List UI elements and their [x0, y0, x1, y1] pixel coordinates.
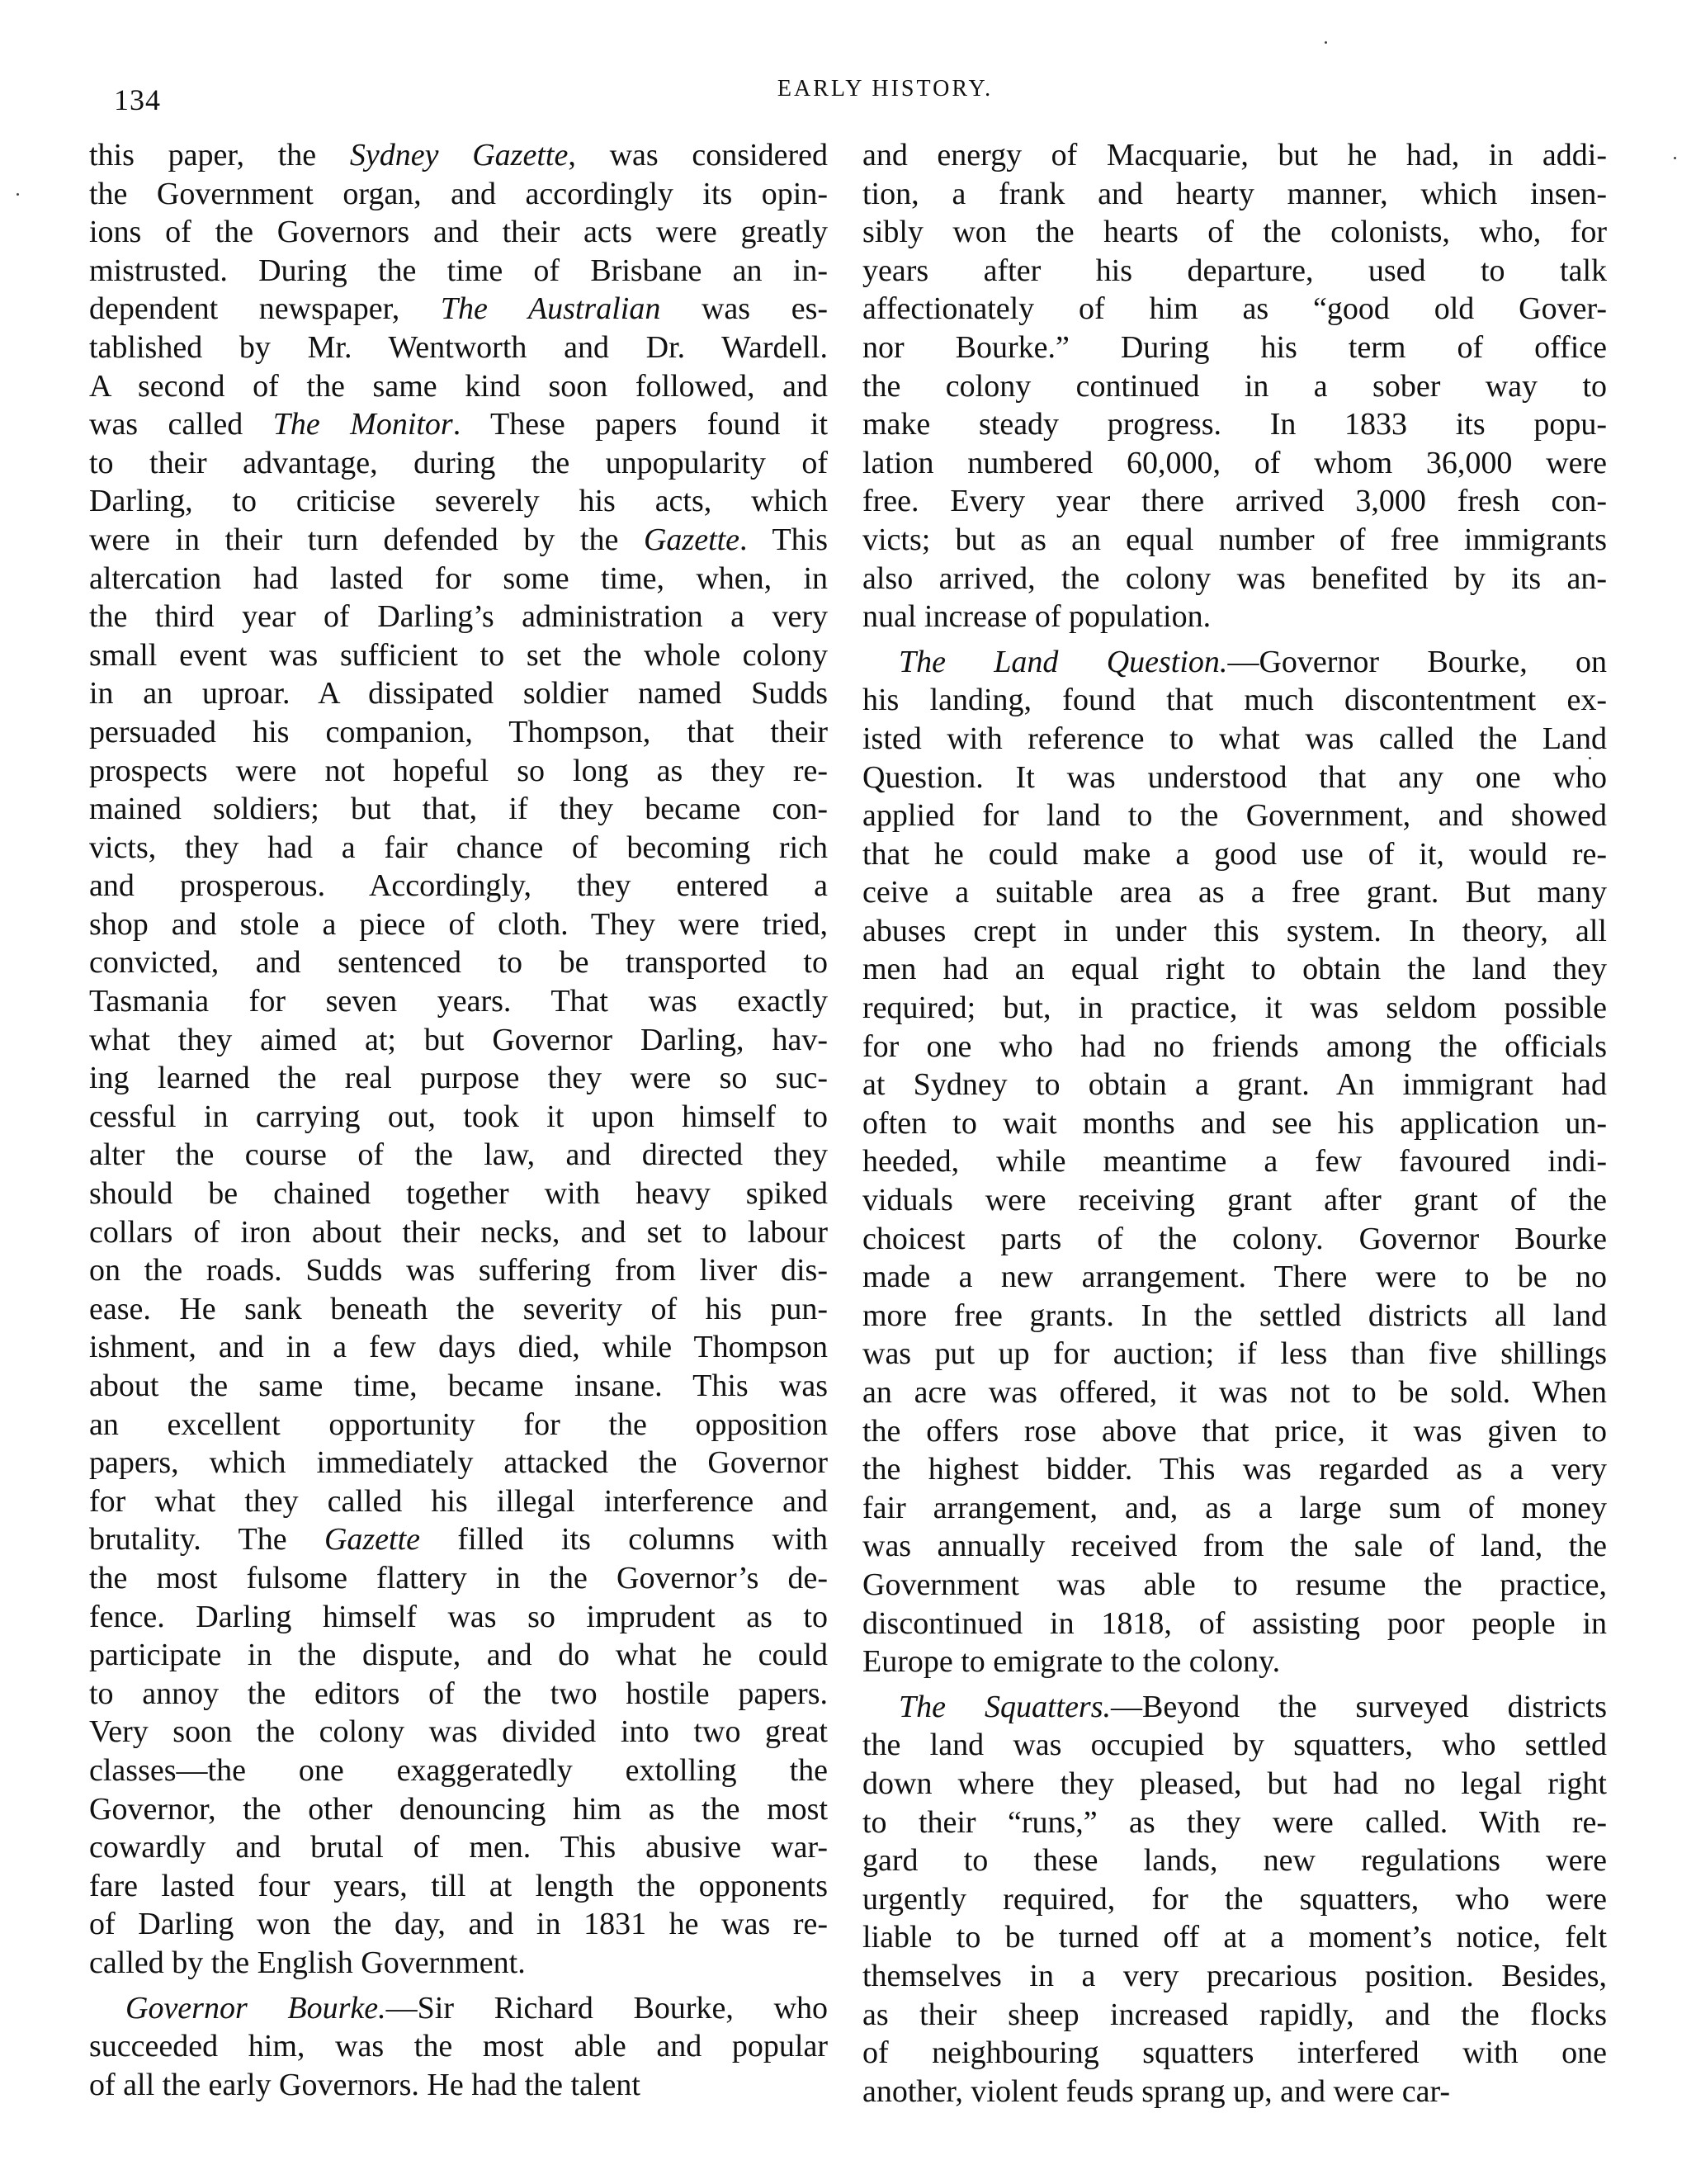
- text-run: liable to be turned off at a moment’s notice, felt: [862, 1920, 1607, 1955]
- italic-run: Governor Bourke.: [125, 1990, 386, 2026]
- text-run: what they aimed at; but Governor Darling, hav-: [89, 1022, 828, 1057]
- text-run: —Beyond the surveyed districts: [1111, 1689, 1608, 1724]
- text-run: the most fulsome flattery in the Governor’s de-: [89, 1560, 828, 1595]
- text-run: Question. It was understood that any one who: [862, 759, 1607, 795]
- text-line: [862, 1527, 1607, 1566]
- page-number: 134: [114, 83, 161, 116]
- text-line: [862, 1450, 1607, 1489]
- text-run: as their sheep increased rapidly, and the flocks: [862, 1997, 1607, 2032]
- text-run: to their advantage, during the unpopularity of: [89, 445, 828, 480]
- text-run: the colony continued in a sober way to: [862, 368, 1607, 404]
- text-line: [862, 1726, 1607, 1765]
- text-run: of all the early Governors. He had the talent: [89, 2067, 640, 2102]
- text-run: the highest bidder. This was regarded as a very: [862, 1452, 1607, 1487]
- text-line: [89, 2066, 828, 2105]
- text-line: [89, 1751, 828, 1790]
- scan-speck: [17, 193, 19, 196]
- text-run: at Sydney to obtain a grant. An immigrant had: [862, 1067, 1607, 1103]
- text-line: [89, 752, 828, 791]
- text-run: often to wait months and see his application un-: [862, 1105, 1607, 1141]
- text-line: [89, 1828, 828, 1867]
- text-run: mained soldiers; but that, if they became con-: [89, 792, 828, 827]
- text-line: [89, 252, 828, 291]
- text-line: [862, 1880, 1607, 1919]
- text-line: [862, 1489, 1607, 1528]
- text-line: [89, 405, 828, 444]
- text-line: [89, 521, 828, 560]
- text-line: [89, 482, 828, 521]
- text-run: for one who had no friends among the officials: [862, 1028, 1607, 1064]
- text-run: was put up for auction; if less than five shillings: [862, 1336, 1607, 1372]
- text-run: called by the English Government.: [89, 1945, 526, 1980]
- right-column: [862, 136, 1607, 2111]
- text-line: [89, 1636, 828, 1675]
- text-line: [89, 1989, 828, 2028]
- text-line: [862, 681, 1607, 720]
- text-run: made a new arrangement. There were to be no: [862, 1260, 1607, 1295]
- paragraph-gap: [89, 1983, 828, 1989]
- text-line: [89, 1444, 828, 1482]
- text-run: to their “runs,” as they were called. With re-: [862, 1804, 1607, 1840]
- text-line: [89, 367, 828, 406]
- text-line: [862, 290, 1607, 329]
- text-run: an excellent opportunity for the opposition: [89, 1406, 828, 1442]
- text-run: another, violent feuds sprang up, and were car-: [862, 2073, 1451, 2109]
- text-run: that he could make a good use of it, would re-: [862, 836, 1607, 872]
- text-run: collars of iron about their necks, and set to labour: [89, 1214, 828, 1250]
- text-line: [862, 560, 1607, 598]
- text-run: choicest parts of the colony. Governor Bourke: [862, 1221, 1607, 1256]
- text-run: more free grants. In the settled districts all land: [862, 1298, 1607, 1333]
- text-line: [862, 1803, 1607, 1842]
- text-line: [862, 521, 1607, 560]
- text-run: his landing, found that much discontentment ex-: [862, 683, 1607, 718]
- text-line: [89, 1790, 828, 1829]
- text-run: convicted, and sentenced to be transported to: [89, 945, 828, 981]
- text-run: years after his departure, used to talk: [862, 253, 1607, 288]
- text-run: small event was sufficient to set the whole colony: [89, 637, 828, 673]
- text-line: [89, 1944, 828, 1983]
- text-run: succeeded him, was the most able and popular: [89, 2029, 828, 2064]
- text-line: [89, 713, 828, 752]
- italic-run: The Squatters.: [899, 1689, 1112, 1724]
- text-run: . This: [739, 522, 828, 557]
- paragraph: [862, 643, 1607, 1681]
- text-run: brutality. The: [89, 1522, 324, 1558]
- text-line: [89, 982, 828, 1021]
- text-run: fence. Darling himself was so imprudent as to: [89, 1599, 828, 1634]
- italic-run: Gazette: [643, 522, 740, 557]
- text-line: [862, 1258, 1607, 1297]
- text-line: [89, 1482, 828, 1521]
- text-run: also arrived, the colony was benefited by its an-: [862, 560, 1607, 596]
- text-run: ions of the Governors and their acts were greatly: [89, 215, 828, 250]
- text-run: free. Every year there arrived 3,000 fresh con-: [862, 484, 1607, 519]
- text-run: , was considered: [568, 138, 828, 173]
- text-run: tion, a frank and hearty manner, which insen-: [862, 176, 1607, 211]
- text-line: [89, 329, 828, 367]
- text-run: fair arrangement, and, as a large sum of money: [862, 1490, 1607, 1525]
- text-line: [862, 759, 1607, 797]
- text-line: [862, 444, 1607, 483]
- text-run: gard to these lands, new regulations were: [862, 1843, 1607, 1879]
- text-run: classes—the one exaggeratedly extolling the: [89, 1752, 828, 1788]
- text-line: [89, 136, 828, 175]
- text-run: victs; but as an equal number of free immigrants: [862, 522, 1607, 557]
- text-run: cessful in carrying out, took it upon himself to: [89, 1099, 828, 1134]
- paragraph-gap: [862, 636, 1607, 643]
- text-run: Darling, to criticise severely his acts, which: [89, 484, 828, 519]
- text-line: [862, 252, 1607, 291]
- text-line: [862, 598, 1607, 636]
- text-line: [89, 1328, 828, 1367]
- text-line: [862, 367, 1607, 406]
- text-run: filled its columns with: [420, 1522, 828, 1558]
- text-run: applied for land to the Government, and showed: [862, 798, 1607, 834]
- text-run: required; but, in practice, it was seldom possible: [862, 990, 1607, 1026]
- text-line: [89, 598, 828, 636]
- italic-run: Gazette: [324, 1522, 421, 1558]
- text-run: Europe to emigrate to the colony.: [862, 1644, 1281, 1680]
- text-run: on the roads. Sudds was suffering from liver dis-: [89, 1253, 828, 1288]
- text-run: were in their turn defended by the: [89, 522, 644, 557]
- text-line: [862, 329, 1607, 367]
- text-run: ease. He sank beneath the severity of his pun-: [89, 1291, 828, 1326]
- text-line: [862, 175, 1607, 214]
- text-line: [862, 1412, 1607, 1451]
- text-line: [862, 1335, 1607, 1373]
- text-line: [862, 1643, 1607, 1681]
- italic-run: Sydney Gazette: [349, 138, 569, 173]
- text-run: lation numbered 60,000, of whom 36,000 were: [862, 445, 1607, 480]
- text-run: of Darling won the day, and in 1831 he was re-: [89, 1907, 828, 1942]
- text-run: the Government organ, and accordingly its opin-: [89, 176, 828, 211]
- text-line: [89, 444, 828, 483]
- text-line: [862, 136, 1607, 175]
- text-run: ing learned the real purpose they were so suc-: [89, 1061, 828, 1096]
- text-line: [89, 1251, 828, 1290]
- text-run: papers, which immediately attacked the Governor: [89, 1445, 828, 1481]
- text-line: [862, 873, 1607, 912]
- text-run: Government was able to resume the practice,: [862, 1567, 1607, 1602]
- text-line: [862, 720, 1607, 759]
- text-run: should be chained together with heavy spiked: [89, 1176, 828, 1212]
- text-line: [89, 1905, 828, 1944]
- left-column: [89, 136, 828, 2104]
- paragraph: [89, 136, 828, 1983]
- text-run: —Sir Richard Bourke, who: [385, 1990, 828, 2026]
- text-run: the land was occupied by squatters, who settled: [862, 1728, 1607, 1763]
- text-line: [862, 1996, 1607, 2035]
- text-run: nor Bourke.” During his term of office: [862, 329, 1607, 365]
- scan-speck: [1674, 157, 1676, 159]
- text-run: was es-: [660, 291, 829, 327]
- text-line: [89, 1367, 828, 1406]
- text-line: [89, 1675, 828, 1714]
- text-run: make steady progress. In 1833 its popu-: [862, 407, 1607, 442]
- text-run: —Governor Bourke, on: [1227, 644, 1607, 679]
- text-line: [89, 1867, 828, 1906]
- text-run: ishment, and in a few days died, while Thompson: [89, 1330, 828, 1365]
- text-line: [89, 829, 828, 867]
- text-line: [89, 2027, 828, 2066]
- text-run: A second of the same kind soon followed, and: [89, 368, 828, 404]
- text-line: [89, 1098, 828, 1137]
- text-run: for what they called his illegal interference and: [89, 1483, 828, 1519]
- text-line: [862, 1373, 1607, 1412]
- text-line: [89, 175, 828, 214]
- text-line: [89, 1559, 828, 1598]
- text-line: [862, 912, 1607, 951]
- text-line: [89, 1059, 828, 1098]
- text-run: and energy of Macquarie, but he had, in addi-: [862, 138, 1607, 173]
- text-line: [862, 989, 1607, 1028]
- text-line: [862, 1688, 1607, 1727]
- text-run: Governor, the other denouncing him as the most: [89, 1791, 828, 1827]
- text-line: [862, 2034, 1607, 2073]
- text-line: [862, 213, 1607, 252]
- paragraph: [862, 136, 1607, 636]
- text-run: altercation had lasted for some time, when, in: [89, 560, 828, 596]
- italic-run: The Land Question.: [899, 644, 1228, 679]
- text-run: in an uproar. A dissipated soldier named Sudds: [89, 676, 828, 711]
- text-line: [862, 482, 1607, 521]
- text-line: [89, 290, 828, 329]
- text-line: [89, 1520, 828, 1559]
- text-run: affectionately of him as “good old Gover-: [862, 291, 1607, 327]
- text-run: urgently required, for the squatters, who were: [862, 1881, 1607, 1917]
- text-run: isted with reference to what was called the Land: [862, 721, 1607, 756]
- text-line: [862, 1104, 1607, 1143]
- text-run: nual increase of population.: [862, 599, 1212, 635]
- text-line: [89, 560, 828, 598]
- text-run: Tasmania for seven years. That was exactly: [89, 984, 828, 1019]
- text-line: [862, 2073, 1607, 2111]
- text-line: [862, 1765, 1607, 1803]
- italic-run: The Australian: [440, 291, 661, 327]
- text-line: [89, 1406, 828, 1444]
- text-run: ceive a suitable area as a free grant. But many: [862, 875, 1607, 910]
- text-run: to annoy the editors of the two hostile papers.: [89, 1676, 828, 1711]
- text-line: [862, 950, 1607, 989]
- text-line: [862, 1181, 1607, 1220]
- text-run: sibly won the hearts of the colonists, who, for: [862, 215, 1607, 250]
- text-line: [862, 1841, 1607, 1880]
- text-line: [89, 674, 828, 713]
- text-run: prospects were not hopeful so long as they re-: [89, 753, 828, 788]
- text-run: discontinued in 1818, of assisting poor people in: [862, 1605, 1607, 1641]
- text-run: an acre was offered, it was not to be sold. When: [862, 1375, 1607, 1410]
- text-line: [89, 790, 828, 829]
- text-line: [862, 1957, 1607, 1996]
- text-run: shop and stole a piece of cloth. They were tried,: [89, 906, 828, 942]
- text-line: [89, 636, 828, 675]
- text-line: [862, 405, 1607, 444]
- text-line: [862, 835, 1607, 874]
- text-run: was annually received from the sale of land, the: [862, 1529, 1607, 1564]
- text-run: and prosperous. Accordingly, they entered a: [89, 868, 828, 904]
- text-line: [862, 1142, 1607, 1181]
- italic-run: The Monitor: [272, 407, 453, 442]
- text-run: victs, they had a fair chance of becoming rich: [89, 830, 828, 865]
- text-run: the offers rose above that price, it was given to: [862, 1413, 1607, 1449]
- text-line: [89, 1021, 828, 1060]
- text-run: about the same time, became insane. This was: [89, 1369, 828, 1403]
- text-run: cowardly and brutal of men. This abusive war-: [89, 1830, 828, 1865]
- text-run: fare lasted four years, till at length the opponents: [89, 1868, 828, 1903]
- paragraph-gap: [862, 1681, 1607, 1688]
- scan-speck: [1589, 757, 1591, 759]
- paragraph: [89, 1989, 828, 2105]
- text-line: [89, 1175, 828, 1213]
- text-line: [862, 1220, 1607, 1259]
- text-run: of neighbouring squatters interfered with one: [862, 2035, 1607, 2071]
- text-run: viduals were receiving grant after grant of the: [862, 1183, 1607, 1218]
- text-line: [89, 867, 828, 905]
- text-line: [862, 1297, 1607, 1335]
- text-line: [89, 1598, 828, 1637]
- text-line: [862, 1566, 1607, 1605]
- text-line: [89, 905, 828, 944]
- text-run: the third year of Darling’s administration a very: [89, 599, 828, 635]
- text-run: tablished by Mr. Wentworth and Dr. Wardell.: [89, 329, 828, 365]
- text-line: [862, 1066, 1607, 1104]
- text-line: [862, 1028, 1607, 1066]
- text-run: participate in the dispute, and do what he could: [89, 1638, 828, 1673]
- running-head: EARLY HISTORY.: [777, 76, 994, 102]
- paragraph: [862, 1688, 1607, 2111]
- text-run: persuaded his companion, Thompson, that their: [89, 714, 828, 749]
- text-line: [89, 1290, 828, 1329]
- text-run: men had an equal right to obtain the land they: [862, 952, 1607, 987]
- text-line: [89, 213, 828, 252]
- text-run: abuses crept in under this system. In theory, all: [862, 913, 1607, 948]
- text-run: themselves in a very precarious position. Besides,: [862, 1958, 1607, 1993]
- text-run: Very soon the colony was divided into two great: [89, 1714, 828, 1750]
- text-run: this paper, the: [89, 138, 350, 173]
- text-line: [862, 643, 1607, 682]
- text-line: [862, 1605, 1607, 1643]
- text-run: alter the course of the law, and directed they: [89, 1137, 828, 1173]
- scan-speck: [1325, 41, 1327, 44]
- text-line: [89, 943, 828, 982]
- text-run: heeded, while meantime a few favoured indi-: [862, 1144, 1607, 1179]
- text-line: [862, 797, 1607, 835]
- text-line: [89, 1136, 828, 1175]
- text-line: [89, 1713, 828, 1751]
- text-line: [862, 1918, 1607, 1957]
- text-line: [89, 1213, 828, 1252]
- text-run: mistrusted. During the time of Brisbane an in-: [89, 253, 828, 288]
- text-run: was called: [89, 407, 273, 442]
- text-run: down where they pleased, but had no legal right: [862, 1766, 1607, 1801]
- text-run: . These papers found it: [452, 407, 829, 442]
- text-run: dependent newspaper,: [89, 291, 441, 327]
